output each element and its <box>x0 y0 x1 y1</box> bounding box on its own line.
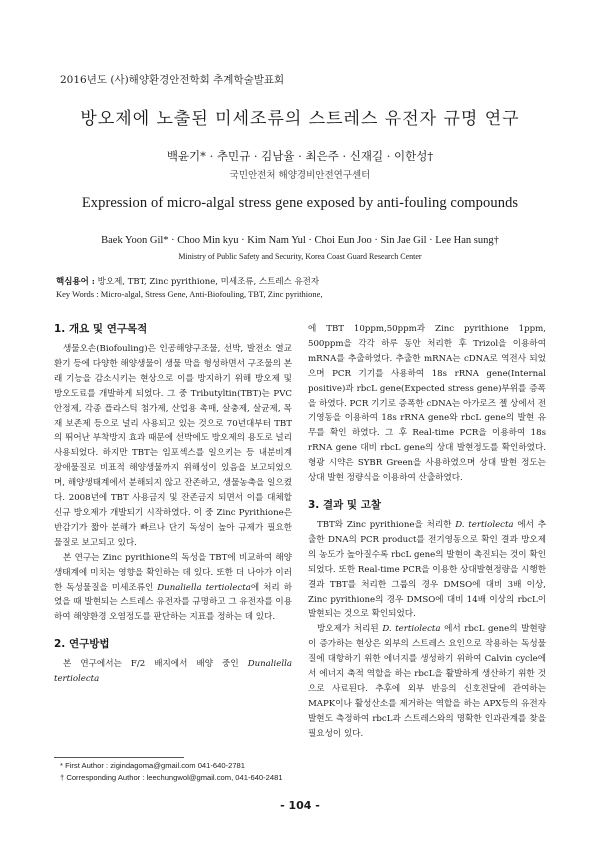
footnote-divider <box>54 757 184 758</box>
footnote-first-author: * First Author : zigindagoma@gmail.com 041-640-2781 <box>60 761 245 770</box>
keywords-korean <box>56 275 319 287</box>
title-korean: 방오제에 노출된 미세조류의 스트레스 유전자 규명 연구 <box>80 109 520 129</box>
keywords-korean-label: 핵심용어 : <box>56 277 95 287</box>
species-name: D. tertiolecta <box>382 624 441 635</box>
species-name: Dunaliella tertiolecta <box>157 582 251 593</box>
section-2-heading: 2. 연구방법 <box>54 638 110 651</box>
authors-english: Baek Yoon Gil* · Choo Min kyu · Kim Nam Yul · Choi Eun Joo · Sin Jae Gil · Lee Han sung† <box>101 235 499 246</box>
page-number: - 104 - <box>280 799 320 812</box>
section-3-paragraph-2: 방오제가 처리된 D. tertiolecta 에서 rbcL gene의 발현량이 증가하는 현상은 외부의 스트레스 요인으로 작용하는 독성물질에 대항하기 위한 에너지를 생성하기 위하여 Calvin cycle에서 에너지 축적 역할을 하는 rbcL을 활발하게 생산하기 위한 것으로 사료된다. 추후에 외부 반응의 신호전달에 관여하는 MAPK이나 활성산소를 제거하는 역할을 하는 APX등의 유전자 발현도 측정하여 rbcL과 스트레스와의 명확한 인과관계를 찾을 필요성이 있다. <box>308 624 547 739</box>
authors-korean: 백윤기* · 추민규 · 김남율 · 최은주 · 신재길 · 이한성† <box>166 149 434 163</box>
species-name: Dunaliella tertiolecta <box>54 659 292 685</box>
section-3-paragraph-1: TBT와 Zinc pyrithione을 처리한 D. tertiolecta 에서 추출한 DNA의 PCR product를 전기영동으로 확인 결과 방오제의 농도가 높아질수록 rbcL gene의 발현이 촉진되는 것이 확인 되었다. 또한 Real-time PCR을 이용한 상대발현정량을 시행한 결과 TBT를 처리한 그룹의 경우 DMSO에 대비 3배 이상, Zinc pyrithione의 경우 DMSO에 대비 14배 이상의 rbcL이 발현되는 것으로 확인되었다. <box>308 519 546 620</box>
title-english: Expression of micro-algal stress gene exposed by anti-fouling compounds <box>81 195 519 211</box>
keywords-english-label: Key Words : <box>56 289 99 299</box>
keywords-english <box>56 289 323 299</box>
section-1-paragraph-1: 생물오손(Biofouling)은 인공해양구조물, 선박, 발전소 열교환기 등에 다양한 해양생물이 생물 막을 형성하면서 구조물의 본래 기능을 감소시키는 현상으로 이를 방지하기 위해 방오제 및 방오도료를 개발하게 되었다. 그 중 Tributyltin(TBT)는 PVC 안정제, 각종 플라스틱 첨가제, 산업용 촉매, 살충제, 살균제, 목재 보존제 등으로 널리 사용되고 있는 것으로 70년대부터 TBT의 뛰어난 부착방지 효과 때문에 선박에도 방오제의 용도로 널리 사용되었다. 하지만 TBT는 임포섹스를 일으키는 등 내분비계 장애물질로 비표적 해양생물까지 위해성이 있음을 보고되었으며, 해양생태계에서 분해되지 않고 잔존하고, 생물농축을 일으켰다. 2008년에 TBT 사용금지 및 잔존금지 되면서 이를 대체할 신규 방오제가 개발되기 시작하였다. 이 중 Zinc Pyrithione은 반감기가 짧아 분해가 빠르나 단기 독성이 높아 규제가 필요한 물질로 보고되고 있다. <box>54 344 292 548</box>
section-2-paragraph-1-start: 본 연구에서는 F/2 배지에서 배양 중인 Dunaliella tertiolecta <box>54 659 292 685</box>
species-name: D. tertiolecta <box>455 519 514 530</box>
conference-header: 2016년도 (사)해양환경안전학회 추계학술발표회 <box>60 74 285 86</box>
right-column <box>308 322 546 742</box>
section-1-heading: 1. 개요 및 연구목적 <box>54 323 148 335</box>
affiliation-english: Ministry of Public Safety and Security, Korea Coast Guard Research Center <box>178 252 422 261</box>
left-column <box>54 322 292 687</box>
section-2-paragraph-1-cont: 에 TBT 10ppm,50ppm과 Zinc pyrithione 1ppm, 500ppm을 각각 하루 동안 처리한 후 Trizol을 이용하여 mRNA를 추출하였다. 추출한 mRNA는 cDNA로 역전사 되었으며 PCR 기기를 사용하여 18s rRNA gene(Internal positive)과 rbcL gene(Expected stress gene)부위를 증폭을 하였다. PCR 기기로 증폭한 cDNA는 아가로즈 젤 상에서 전기영동을 이용하여 18s rRNA gene와 rbcL gene의 발현 유무를 확인 하였다. 그 후 Real-time PCR을 이용하여 18s rRNA gene 대비 rbcL gene의 상대 발현정도를 확인하였다. 형광 시약은 SYBR Green을 사용하였으며 상대 발현 정도는 상대 발현 정량식을 이용하여 산출하였다. <box>308 324 546 484</box>
footnote-corresponding-author: † Corresponding Author : leechungwol@gmail.com, 041-640-2481 <box>60 773 283 782</box>
section-3-heading: 3. 결과 및 고찰 <box>308 498 381 511</box>
keywords-korean-text: 방오제, TBT, Zinc pyrithione, 미세조류, 스트레스 유전자 <box>97 277 320 287</box>
keywords-english-text: Micro-algal, Stress Gene, Anti-Biofouling, TBT, Zinc pyrithione, <box>100 289 323 299</box>
affiliation-korean: 국민안전처 해양경비안전연구센터 <box>229 170 371 181</box>
section-1-paragraph-2: 본 연구는 Zinc pyrithione의 독성을 TBT에 비교하여 해양생태계에 미치는 영향을 확인하는 데 있다. 또한 더 나아가 이러한 독성물질을 미세조류인 Dunaliella tertiolecta에 처리 하였을 때 발현되는 스트레스 유전자를 규명하고 그 유전자를 이용하여 해양환경 오염정도를 판단하는 지표를 정하는 데 있다. <box>54 552 293 623</box>
